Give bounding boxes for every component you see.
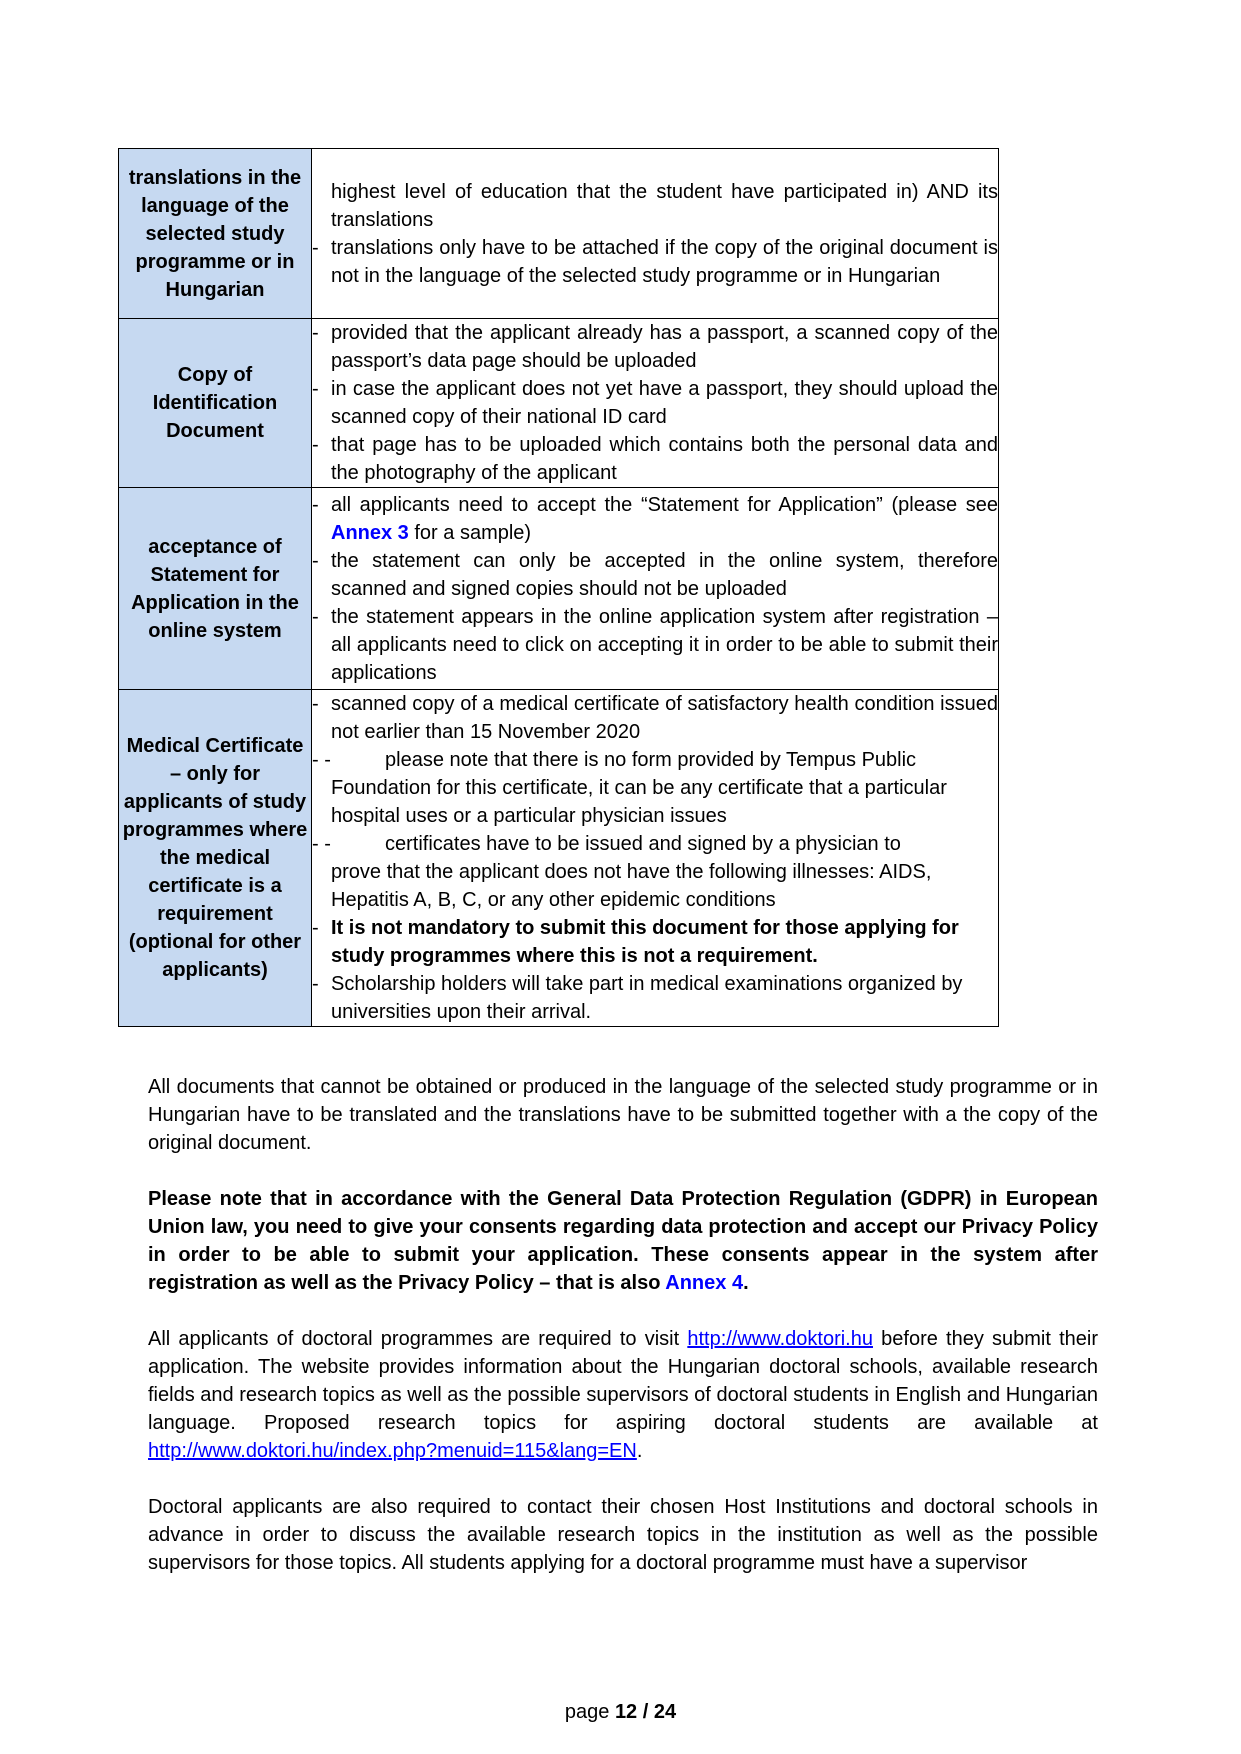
- list-item: - scanned copy of a medical certificate of satisfactory health condition issued not earlier than 15 November 2020: [312, 690, 998, 746]
- dash-bullet: -: [312, 549, 319, 572]
- list-item: - the statement appears in the online application system after registration – all applicants need to click on accepting it in order to be able to submit their applications: [312, 603, 998, 687]
- table-row: [119, 488, 999, 690]
- table-row: [119, 319, 999, 488]
- row-label: acceptance of Statement for Application in the online system: [119, 488, 312, 690]
- list-item: - that page has to be uploaded which contains both the personal data and the photography of the applicant: [312, 431, 998, 487]
- list-item: - It is not mandatory to submit this document for those applying for study programmes where this is not a requirement.: [312, 914, 998, 970]
- row-content: [312, 319, 999, 488]
- page-number: page 12 / 24: [564, 1701, 677, 1723]
- dash-bullet: -: [312, 378, 319, 400]
- dash-bullet: - -: [312, 833, 331, 855]
- row-label: Copy of Identification Document: [119, 319, 312, 488]
- list-item: - Scholarship holders will take part in medical examinations organized by universities upon their arrival.: [312, 970, 998, 1026]
- row-content: [312, 149, 999, 319]
- contact-paragraph: Doctoral applicants are also required to contact their chosen Host Institutions and doctoral schools in advance in order to discuss the available research topics in the institution as well as the possible supervisors for those topics. All students applying for a doctoral programme must have a supervisor: [148, 1496, 1098, 1574]
- doktori-topics-link[interactable]: http://www.doktori.hu/index.php?menuid=115&lang=EN: [148, 1440, 637, 1462]
- dash-bullet: -: [312, 605, 319, 628]
- row-content: [312, 488, 999, 690]
- row-label: Medical Certificate – only for applicants of study programmes where the medical certificate is a requirement (optional for other applicants): [119, 690, 312, 1027]
- list-item: - all applicants need to accept the “Statement for Application” (please see Annex 3 for a sample): [312, 491, 998, 547]
- row-label: translations in the language of the selected study programme or in Hungarian: [119, 149, 312, 319]
- dash-bullet: - -: [312, 749, 331, 771]
- requirements-table: [118, 148, 999, 1027]
- dash-bullet: -: [312, 917, 319, 939]
- list-item: - provided that the applicant already has a passport, a scanned copy of the passport’s data page should be uploaded: [312, 319, 998, 375]
- annex-3-link[interactable]: Annex 3: [331, 521, 409, 544]
- list-item: - - please note that there is no form provided by Tempus Public Foundation for this certificate, it can be any certificate that a particular hospital uses or a particular physician issues: [312, 746, 998, 830]
- dash-bullet: -: [312, 322, 319, 344]
- table-row: [119, 149, 999, 319]
- dash-bullet: -: [312, 493, 319, 516]
- gdpr-paragraph: Please note that in accordance with the General Data Protection Regulation (GDPR) in European Union law, you need to give your consents regarding data protection and accept our Privacy Policy in order to be able to submit your application. These consents appear in the system after registration as well as the Privacy Policy – that is also Annex 4.: [148, 1188, 1098, 1294]
- dash-bullet: -: [312, 973, 319, 995]
- list-item: - - certificates have to be issued and signed by a physician to prove that the applicant does not have the following illnesses: AIDS, Hepatitis A, B, C, or any other epidemic conditions: [312, 830, 998, 914]
- list-item: - the statement can only be accepted in the online system, therefore scanned and signed copies should not be uploaded: [312, 547, 998, 603]
- list-item: - in case the applicant does not yet have a passport, they should upload the scanned copy of their national ID card: [312, 375, 998, 431]
- dash-bullet: -: [312, 693, 319, 715]
- list-item: highest level of education that the student have participated in) AND its translations: [331, 180, 998, 231]
- row-content: [312, 690, 999, 1027]
- doktori-link[interactable]: http://www.doktori.hu: [687, 1328, 873, 1350]
- translations-paragraph: All documents that cannot be obtained or produced in the language of the selected study programme or in Hungarian have to be translated and the translations have to be submitted together with a the copy of the original document.: [148, 1076, 1098, 1154]
- dash-bullet: -: [312, 236, 319, 259]
- dash-bullet: -: [312, 434, 319, 456]
- doctoral-paragraph: All applicants of doctoral programmes are required to visit http://www.doktori.hu before they submit their application. The website provides information about the Hungarian doctoral schools, available research fields and research topics as well as the possible supervisors of doctoral students in English and Hungarian language. Proposed research topics for aspiring doctoral students are available at http://www.doktori.hu/index.php?menuid=115&lang=EN.: [148, 1328, 1098, 1462]
- list-item: - translations only have to be attached if the copy of the original document is not in the language of the selected study programme or in Hungarian: [312, 234, 998, 290]
- table-row: [119, 690, 999, 1027]
- annex-4-link[interactable]: Annex 4: [665, 1272, 744, 1294]
